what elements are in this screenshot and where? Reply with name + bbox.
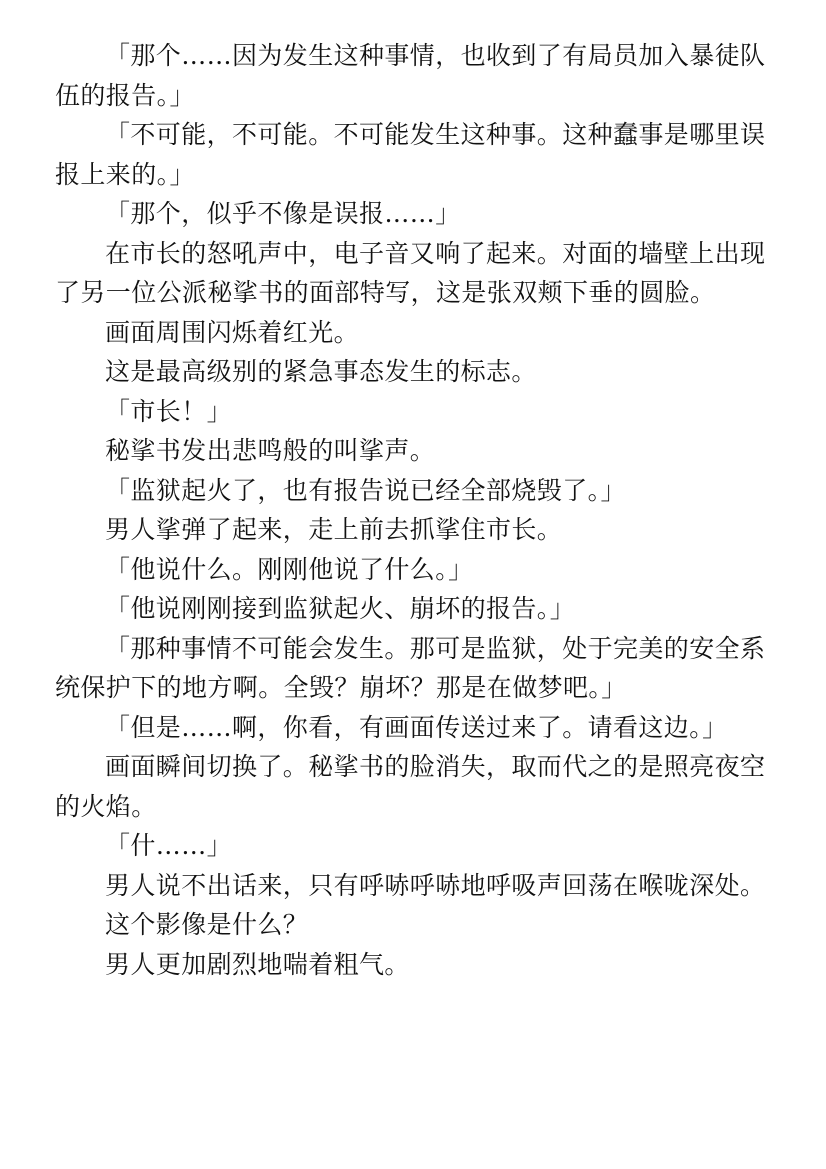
document-page [55, 36, 775, 984]
paragraph: 「那种事情不可能会发生。那可是监狱，处于完美的安全系统保护下的地方啊。全毁？崩坏？那是在做梦吧。」 [55, 633, 766, 702]
paragraph: 「市长！」 [105, 396, 233, 426]
paragraph: 「他说刚刚接到监狱起火、崩坏的报告。」 [105, 594, 576, 623]
paragraph: 「监狱起火了，也有报告说已经全部烧毁了。」 [105, 475, 626, 505]
paragraph: 「那个，似乎不像是误报……」 [105, 199, 461, 228]
paragraph: 秘挲书发出悲鸣般的叫挲声。 [105, 436, 436, 465]
paragraph: 这是最高级别的紧急事态发生的标志。 [105, 357, 537, 386]
paragraph: 在市长的怒吼声中，电子音又响了起来。对面的墙壁上出现了另一位公派秘挲书的面部特写，这是张双颊下垂的圆脸。 [55, 238, 766, 307]
paragraph: 男人说不出话来，只有呼哧呼哧地呼吸声回荡在喉咙深处。 [105, 870, 766, 900]
paragraph: 「他说什么。刚刚他说了什么。」 [105, 554, 474, 584]
paragraph: 「那个……因为发生这种事情，也收到了有局员加入暴徒队伍的报告。」 [55, 41, 766, 110]
paragraph: 画面周围闪烁着红光。 [105, 317, 360, 347]
paragraph: 男人更加剧烈地喘着粗气。 [105, 949, 410, 979]
paragraph: 「什……」 [105, 831, 233, 860]
paragraph: 男人挲弹了起来，走上前去抓挲住市长。 [105, 515, 563, 544]
paragraph: 「不可能，不可能。不可能发生这种事。这种蠢事是哪里误报上来的。」 [55, 120, 766, 189]
paragraph: 「但是……啊，你看，有画面传送过来了。请看这边。」 [105, 712, 728, 742]
paragraph: 画面瞬间切换了。秘挲书的脸消失，取而代之的是照亮夜空的火焰。 [55, 752, 766, 821]
paragraph: 这个影像是什么？ [105, 910, 309, 939]
